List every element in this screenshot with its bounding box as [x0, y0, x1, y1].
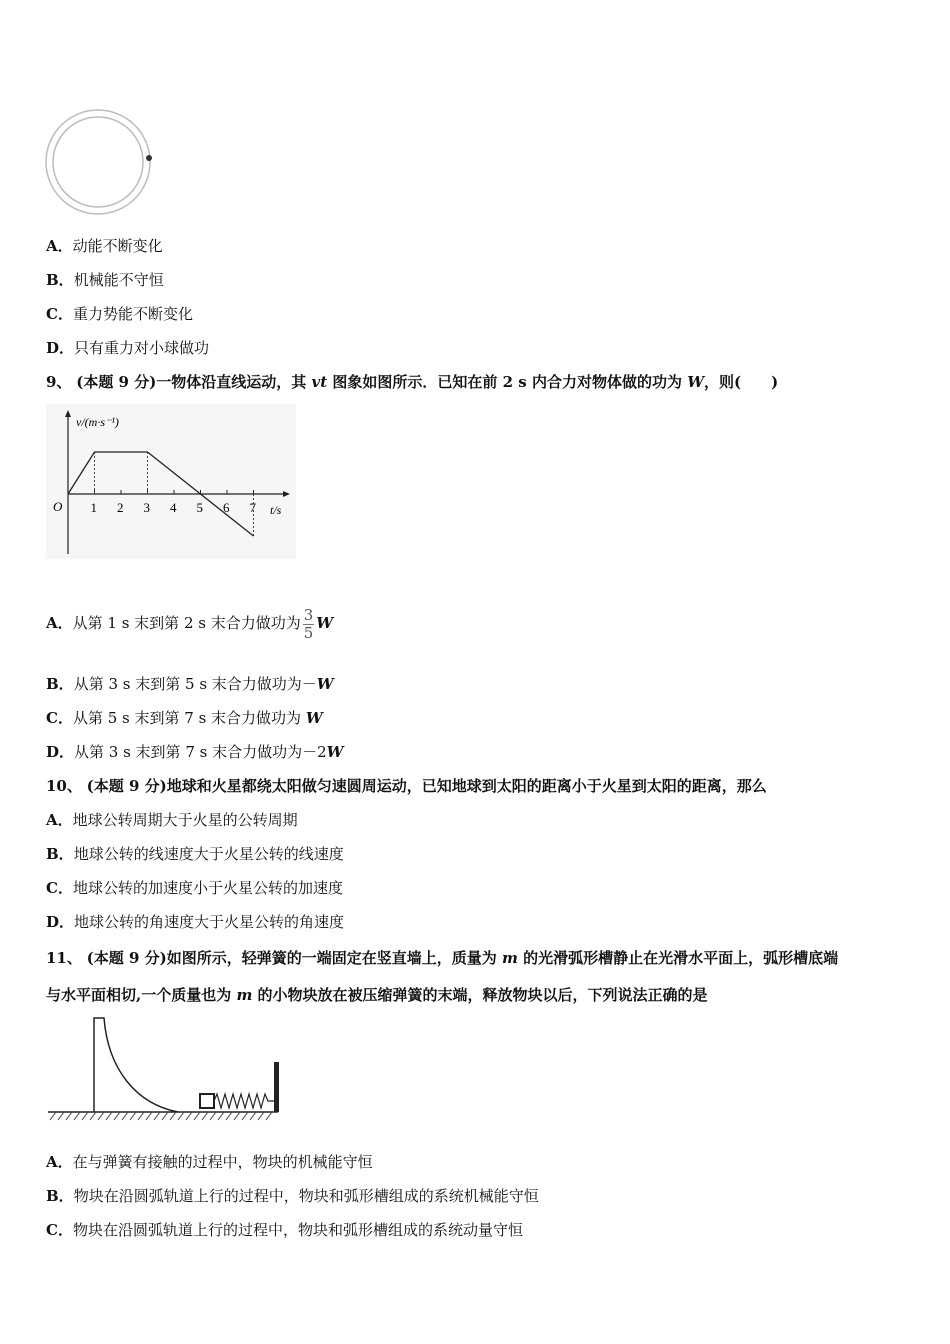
tick-label-7: 7: [249, 500, 256, 515]
q9-option-c[interactable]: C．从第 5 s 末到第 7 s 末合力做功为 W: [46, 709, 323, 727]
q10-option-a[interactable]: A．地球公转周期大于火星的公转周期: [46, 811, 298, 829]
q10-stem: 10、 (本题 9 分)地球和火星都绕太阳做匀速圆周运动，已知地球到太阳的距离小于火星到太阳的距离，那么: [46, 777, 767, 795]
q8-option-b[interactable]: B．机械能不守恒: [46, 271, 164, 289]
q10-option-d[interactable]: D．地球公转的角速度大于火星公转的角速度: [46, 913, 345, 931]
q11-stem-line1: 11、 (本题 9 分)如图所示，轻弹簧的一端固定在竖直墙上，质量为 m 的光滑弧形槽静止在光滑水平面上，弧形槽底端: [46, 949, 839, 967]
q8-option-d[interactable]: D．只有重力对小球做功: [46, 339, 210, 357]
ring-track-figure: [42, 108, 158, 216]
fraction: $\frac{3}{5}$: [303, 605, 314, 642]
tick-label-3: 3: [143, 500, 150, 515]
wall: [274, 1062, 279, 1112]
q8-option-a[interactable]: A．动能不断变化: [46, 237, 163, 255]
tick-label-5: 5: [196, 500, 203, 515]
q11-option-b[interactable]: B．物块在沿圆弧轨道上行的过程中，物块和弧形槽组成的系统机械能守恒: [46, 1187, 539, 1205]
tick-label-1: 1: [90, 500, 97, 515]
ball: [146, 155, 152, 161]
q8-option-c[interactable]: C．重力势能不断变化: [46, 305, 193, 323]
q11-option-c[interactable]: C．物块在沿圆弧轨道上行的过程中，物块和弧形槽组成的系统动量守恒: [46, 1221, 523, 1239]
q9-stem: 9、 (本题 9 分)一物体沿直线运动，其 vt 图象如图所示．已知在前 2 s 内合力对物体做的功为 W，则( ): [46, 373, 779, 391]
q10-option-b[interactable]: B．地球公转的线速度大于火星公转的线速度: [46, 845, 344, 863]
q11-option-a[interactable]: A．在与弹簧有接触的过程中，物块的机械能守恒: [46, 1153, 373, 1171]
q11-stem-line2: 与水平面相切,一个质量也为 m 的小物块放在被压缩弹簧的末端，释放物块以后，下列说法正确的是: [46, 986, 708, 1004]
tick-label-2: 2: [117, 500, 124, 515]
spring: [214, 1094, 274, 1108]
q9-option-b[interactable]: B．从第 3 s 末到第 5 s 末合力做功为－W: [46, 675, 334, 693]
tick-label-4: 4: [170, 500, 177, 515]
q10-option-c[interactable]: C．地球公转的加速度小于火星公转的加速度: [46, 879, 343, 897]
q9-option-a[interactable]: A．从第 1 s 末到第 2 s 末合力做功为 $\frac{3}{5}$ W: [46, 605, 334, 642]
v-axis-label: v/(m·s⁻¹): [76, 415, 119, 429]
arc-groove: [94, 1018, 178, 1112]
q9-option-d[interactable]: D．从第 3 s 末到第 7 s 末合力做功为－2W: [46, 743, 344, 761]
vt-graph: [46, 404, 296, 559]
ground-hatching: [50, 1112, 272, 1120]
origin-label: O: [53, 499, 63, 514]
small-block: [200, 1094, 214, 1108]
t-axis-label: t/s: [270, 503, 282, 517]
tick-label-6: 6: [223, 500, 230, 515]
spring-groove-figure: [46, 1014, 286, 1124]
